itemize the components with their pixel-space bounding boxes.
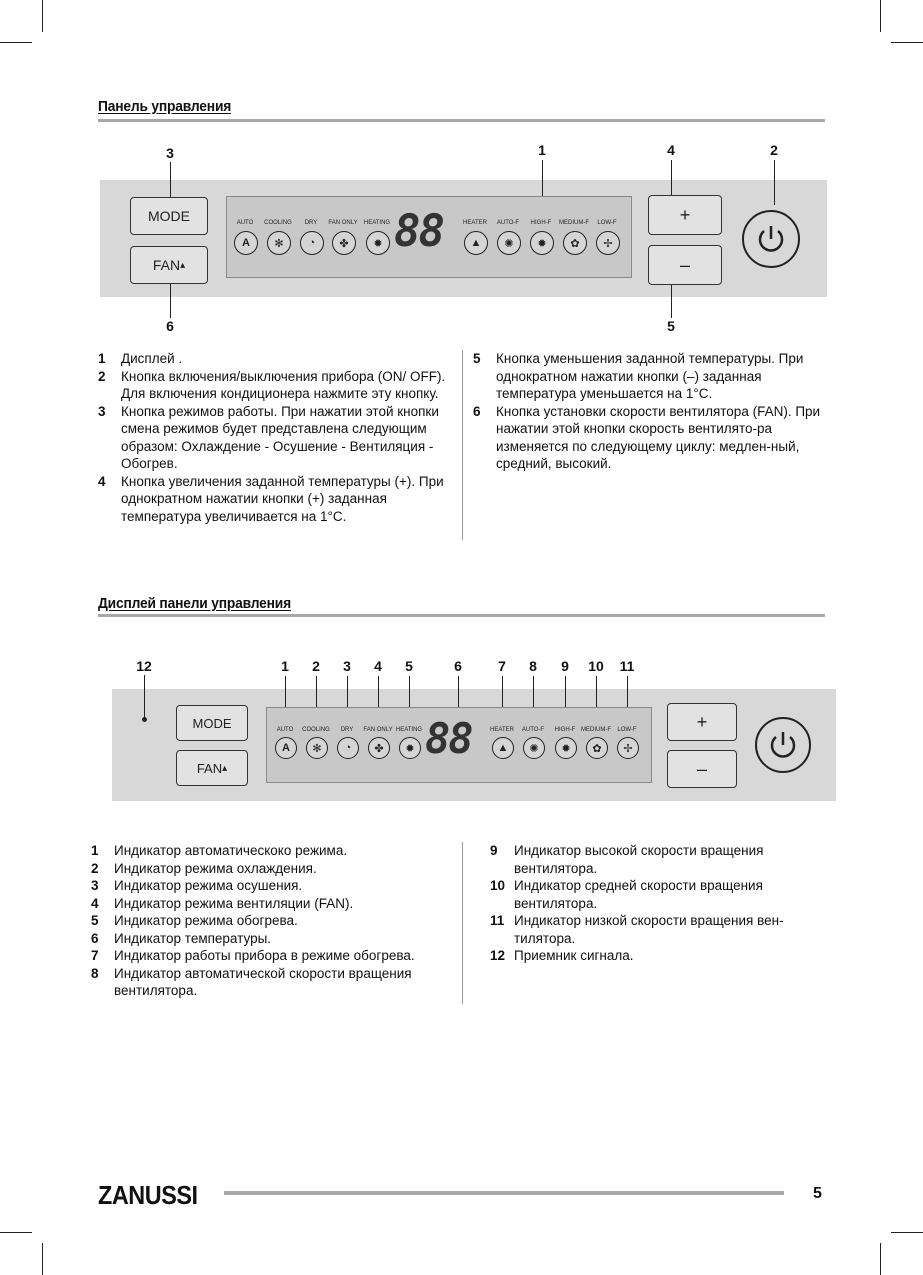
list-item-text: Индикатор высокой скорости вращения вентилятора. bbox=[514, 843, 764, 876]
high-fan-icon: ✹ bbox=[555, 737, 577, 759]
section-rule bbox=[98, 614, 825, 617]
list-item bbox=[91, 842, 453, 860]
list-item bbox=[490, 947, 825, 965]
signal-receiver bbox=[142, 717, 147, 722]
list-item bbox=[98, 368, 454, 403]
list-item-text: Индикатор работы прибора в режиме обогрева. bbox=[114, 948, 415, 963]
high-fan-icon: ✹ bbox=[530, 231, 554, 255]
auto-fan-icon: ✺ bbox=[497, 231, 521, 255]
callout-4: 4 bbox=[667, 142, 675, 158]
list-item-text: Дисплей . bbox=[121, 351, 183, 366]
low-fan-icon: ✢ bbox=[617, 737, 639, 759]
list-item-number: 9 bbox=[490, 843, 498, 858]
crop-mark bbox=[880, 1243, 881, 1275]
indicator-label: COOLING bbox=[264, 220, 292, 226]
section-title-control-panel: Панель управления bbox=[98, 98, 232, 115]
heating-icon: ✹ bbox=[366, 231, 390, 255]
cooling-icon: ✻ bbox=[267, 231, 291, 255]
list-1-right bbox=[473, 350, 825, 473]
callout-9: 9 bbox=[561, 658, 569, 674]
footer-rule bbox=[224, 1191, 784, 1195]
list-item bbox=[91, 860, 453, 878]
list-item bbox=[98, 350, 454, 368]
list-item bbox=[91, 912, 453, 930]
fan-speed-icon: ▴ bbox=[222, 762, 228, 774]
medium-fan-icon: ✿ bbox=[586, 737, 608, 759]
crop-mark bbox=[891, 42, 923, 43]
fan-speed-icon: ▴ bbox=[180, 259, 186, 271]
heater-icon: ▲ bbox=[464, 231, 488, 255]
power-button[interactable] bbox=[742, 210, 800, 268]
list-item-text: Кнопка установки скорости вентилятора (FAN). При нажатии этой кнопки скорость вентилято-ра изменяется по следующему циклу: медлен-ный, средний, высокий. bbox=[496, 403, 821, 471]
auto-mode-icon: A bbox=[234, 231, 258, 255]
leader-line bbox=[774, 160, 775, 205]
plus-button[interactable]: + bbox=[667, 703, 737, 741]
indicator-label: COOLING bbox=[302, 727, 330, 733]
list-item-number: 6 bbox=[91, 930, 99, 946]
list-item-number: 5 bbox=[91, 913, 99, 928]
callout-12: 12 bbox=[136, 658, 152, 674]
minus-button[interactable]: – bbox=[648, 245, 722, 285]
callout-5: 5 bbox=[405, 658, 413, 674]
list-item-text: Индикатор автоматической скорости вращения вентилятора. bbox=[114, 965, 412, 998]
list-item bbox=[91, 930, 453, 948]
list-item bbox=[490, 842, 825, 877]
callout-2: 2 bbox=[770, 142, 778, 158]
crop-mark bbox=[880, 0, 881, 32]
list-item-text: Индикатор режима охлаждения. bbox=[114, 860, 317, 876]
list-item-number: 4 bbox=[98, 473, 106, 489]
list-item bbox=[91, 947, 453, 965]
list-item-text: Кнопка уменьшения заданной температуры. При однократном нажатии кнопки (–) заданная температура уменьшается на 1°C. bbox=[496, 351, 804, 401]
list-item-number: 5 bbox=[473, 351, 481, 366]
list-item-text: Кнопка режимов работы. При нажатии этой кнопки смена режимов будет представлена следующим образом: Охлаждение - Осушение - Вентиляция - Обогрев. bbox=[121, 403, 439, 471]
auto-mode-icon: A bbox=[275, 737, 297, 759]
auto-fan-icon: ✺ bbox=[523, 737, 545, 759]
list-item-number: 1 bbox=[98, 351, 106, 366]
list-item-number: 6 bbox=[473, 403, 481, 419]
heater-icon: ▲ bbox=[492, 737, 514, 759]
list-item bbox=[91, 895, 453, 913]
list-item bbox=[473, 403, 825, 473]
mode-button[interactable]: MODE bbox=[130, 197, 208, 235]
list-item-text: Индикатор автоматическоко режима. bbox=[114, 843, 348, 858]
indicator-label: AUTO-F bbox=[496, 220, 520, 226]
indicator-label: HEATER bbox=[490, 727, 514, 733]
callout-8: 8 bbox=[529, 658, 537, 674]
fan-button[interactable] bbox=[176, 750, 248, 786]
list-item-number: 10 bbox=[490, 878, 506, 893]
indicator-label: AUTO-F bbox=[521, 727, 545, 733]
leader-line bbox=[170, 280, 171, 318]
list-item-number: 2 bbox=[91, 860, 99, 876]
section-title-display: Дисплей панели управления bbox=[98, 595, 291, 612]
callout-6: 6 bbox=[454, 658, 462, 674]
list-item-number: 12 bbox=[490, 948, 506, 963]
list-item-number: 8 bbox=[91, 965, 99, 981]
minus-button[interactable]: – bbox=[667, 750, 737, 788]
indicator-label: AUTO bbox=[276, 727, 294, 733]
list-item-text: Индикатор режима вентиляции (FAN). bbox=[114, 895, 354, 911]
dry-icon: ◔ bbox=[337, 737, 359, 759]
list-item bbox=[98, 403, 454, 473]
indicator-label: DRY bbox=[304, 220, 318, 226]
callout-1: 1 bbox=[538, 142, 546, 158]
indicator-label: HIGH-F bbox=[530, 220, 552, 226]
medium-fan-icon: ✿ bbox=[563, 231, 587, 255]
crop-mark bbox=[891, 1232, 923, 1233]
indicator-label: FAN ONLY bbox=[363, 727, 393, 733]
list-item bbox=[98, 473, 454, 526]
indicator-label: LOW-F bbox=[617, 727, 637, 733]
indicator-label: FAN ONLY bbox=[328, 220, 358, 226]
column-divider bbox=[462, 842, 463, 1004]
list-2-right bbox=[490, 842, 825, 965]
section-rule bbox=[98, 119, 825, 122]
callout-6: 6 bbox=[166, 318, 174, 334]
callout-7: 7 bbox=[498, 658, 506, 674]
callout-3: 3 bbox=[166, 145, 174, 161]
list-item bbox=[490, 912, 825, 947]
leader-line bbox=[144, 675, 145, 719]
fan-only-icon: ✤ bbox=[332, 231, 356, 255]
list-item-number: 4 bbox=[91, 895, 99, 911]
indicator-label: AUTO bbox=[236, 220, 254, 226]
list-item-text: Индикатор режима осушения. bbox=[114, 878, 303, 893]
list-item-number: 3 bbox=[91, 878, 99, 893]
crop-mark bbox=[0, 1232, 32, 1233]
list-item-number: 11 bbox=[490, 913, 505, 928]
indicator-label: HEATER bbox=[463, 220, 487, 226]
power-button[interactable] bbox=[755, 717, 811, 773]
list-item-text: Индикатор температуры. bbox=[114, 930, 272, 946]
plus-button[interactable]: + bbox=[648, 195, 722, 235]
indicator-label: DRY bbox=[340, 727, 354, 733]
list-1-left bbox=[98, 350, 454, 525]
list-item-number: 3 bbox=[98, 403, 106, 419]
heating-icon: ✹ bbox=[399, 737, 421, 759]
power-icon bbox=[744, 212, 798, 266]
list-2-left bbox=[91, 842, 453, 1000]
indicator-label: HEATING bbox=[363, 220, 391, 226]
list-item bbox=[91, 877, 453, 895]
list-item-text: Индикатор средней скорости вращения вентилятора. bbox=[514, 878, 763, 911]
page-number: 5 bbox=[813, 1185, 822, 1202]
callout-10: 10 bbox=[588, 658, 604, 674]
list-item-number: 7 bbox=[91, 948, 99, 963]
fan-only-icon: ✤ bbox=[368, 737, 390, 759]
crop-mark bbox=[0, 42, 32, 43]
list-item-text: Кнопка включения/выключения прибора (ON/ OFF). Для включения кондиционера нажмите эту кнопку. bbox=[121, 368, 446, 401]
low-fan-icon: ✢ bbox=[596, 231, 620, 255]
callout-4: 4 bbox=[374, 658, 382, 674]
crop-mark bbox=[42, 0, 43, 32]
callout-2: 2 bbox=[312, 658, 320, 674]
list-item-text: Индикатор режима обогрева. bbox=[114, 913, 298, 928]
list-item-text: Кнопка увеличения заданной температуры (+). При однократном нажатии кнопки (+) заданная температура увеличивается на 1°C. bbox=[121, 473, 444, 524]
callout-3: 3 bbox=[343, 658, 351, 674]
list-item-text: Индикатор низкой скорости вращения вен-тилятора. bbox=[514, 913, 784, 946]
fan-button-label: FAN bbox=[196, 760, 223, 776]
column-divider bbox=[462, 350, 463, 540]
list-item-number: 2 bbox=[98, 368, 106, 384]
list-item-text: Приемник сигнала. bbox=[514, 948, 634, 963]
callout-1: 1 bbox=[281, 658, 289, 674]
indicator-label: LOW-F bbox=[597, 220, 617, 226]
indicator-label: MEDIUM-F bbox=[581, 727, 611, 733]
brand-logo: ZANUSSI bbox=[98, 1180, 198, 1210]
list-item bbox=[473, 350, 825, 403]
list-item-number: 1 bbox=[91, 843, 99, 858]
indicator-label: MEDIUM-F bbox=[559, 220, 589, 226]
power-icon bbox=[757, 719, 809, 771]
crop-mark bbox=[42, 1243, 43, 1275]
indicator-label: HEATING bbox=[395, 727, 423, 733]
leader-line bbox=[170, 162, 171, 202]
fan-button[interactable] bbox=[130, 246, 208, 284]
fan-button-label: FAN bbox=[152, 257, 181, 273]
callout-11: 11 bbox=[619, 658, 635, 674]
cooling-icon: ✻ bbox=[306, 737, 328, 759]
callout-5: 5 bbox=[667, 318, 675, 334]
list-item bbox=[490, 877, 825, 912]
list-item bbox=[91, 965, 453, 1000]
temperature-display: 88 bbox=[425, 714, 472, 763]
temperature-display: 88 bbox=[394, 206, 443, 257]
indicator-label: HIGH-F bbox=[554, 727, 576, 733]
dry-icon: ◔ bbox=[300, 231, 324, 255]
mode-button[interactable]: MODE bbox=[176, 705, 248, 741]
leader-line bbox=[671, 280, 672, 318]
